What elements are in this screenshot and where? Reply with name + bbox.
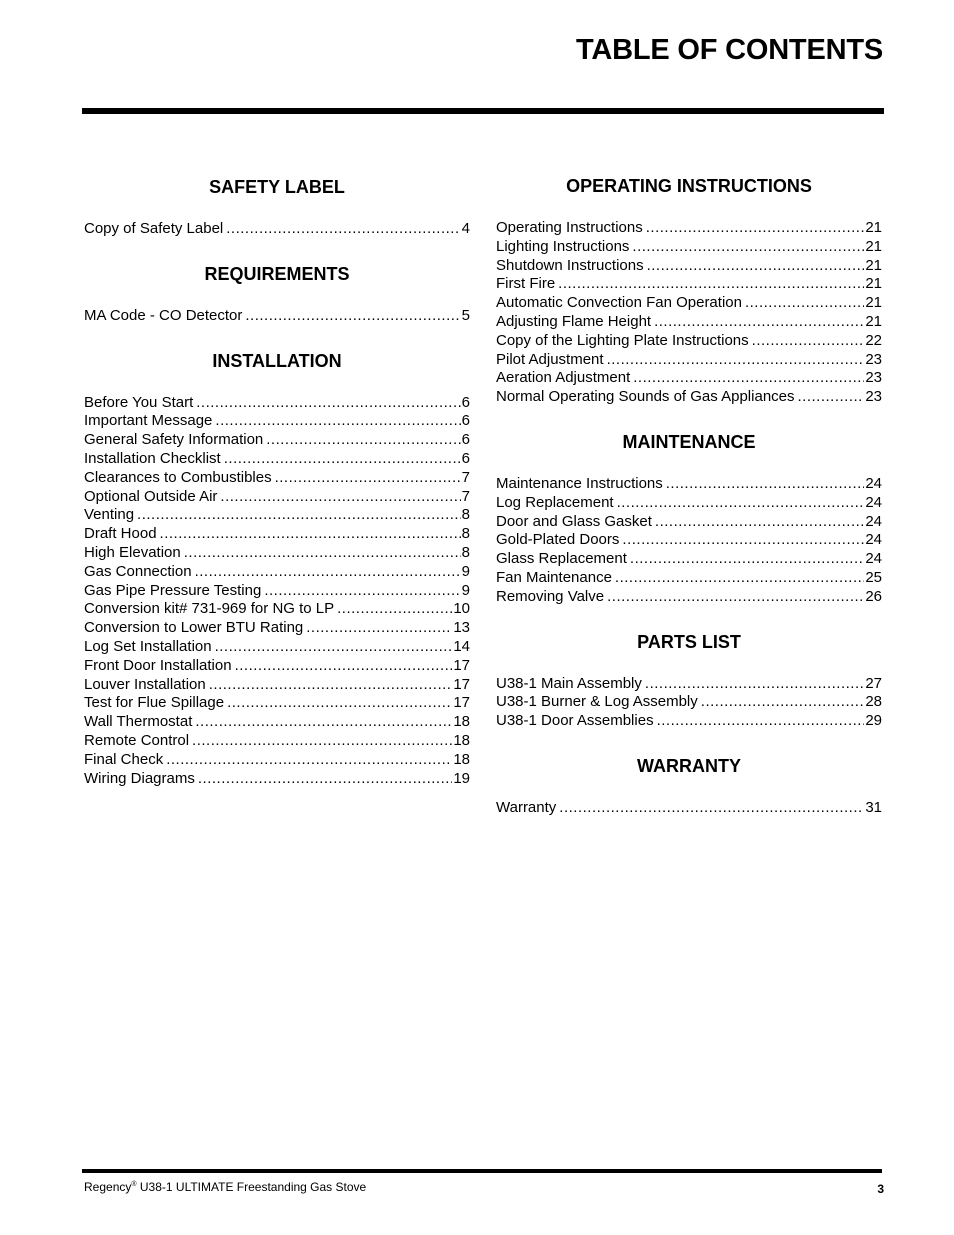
toc-entry-page: 6 (461, 393, 470, 411)
dot-leader (306, 619, 452, 638)
toc-entry[interactable] (496, 388, 882, 407)
toc-entry-title: Conversion kit# 731-969 for NG to LP (84, 600, 335, 618)
toc-entry-title: Important Message (84, 412, 213, 430)
toc-entry-title: Lighting Instructions (496, 237, 630, 255)
dot-leader (622, 531, 864, 550)
toc-entry[interactable] (84, 657, 470, 676)
toc-entry[interactable] (84, 307, 470, 326)
toc-entry-title: Fan Maintenance (496, 568, 612, 586)
toc-entry[interactable] (496, 712, 882, 731)
toc-entry-page: 19 (453, 769, 470, 787)
toc-entry[interactable] (496, 219, 882, 238)
toc-entry[interactable] (84, 488, 470, 507)
toc-entry[interactable] (84, 582, 470, 601)
toc-entry[interactable] (84, 770, 470, 789)
dot-leader (632, 238, 864, 257)
dot-leader (226, 220, 460, 239)
toc-entry[interactable] (496, 588, 882, 607)
toc-entry[interactable] (84, 638, 470, 657)
dot-leader (264, 582, 460, 601)
dot-leader (209, 676, 453, 695)
toc-entry[interactable] (84, 694, 470, 713)
dot-leader (645, 675, 864, 694)
toc-entry-title: First Fire (496, 275, 556, 293)
toc-entry-page: 17 (453, 675, 470, 693)
section-heading: PARTS LIST (637, 631, 741, 652)
toc-entry-page: 27 (865, 674, 882, 692)
dot-leader (630, 550, 864, 569)
toc-entry-page: 8 (461, 525, 470, 543)
footer-product: U38-1 ULTIMATE Freestanding Gas Stove (136, 1180, 367, 1194)
toc-entry[interactable] (496, 693, 882, 712)
toc-entry-title: Shutdown Instructions (496, 256, 644, 274)
toc-entry-page: 17 (453, 656, 470, 674)
toc-section-requirements (84, 257, 470, 326)
toc-entry-page: 6 (461, 431, 470, 449)
section-heading: INSTALLATION (212, 350, 342, 371)
dot-leader (666, 475, 865, 494)
toc-entry-title: Wall Thermostat (84, 713, 193, 731)
dot-leader (655, 513, 864, 532)
toc-entry-page: 9 (461, 581, 470, 599)
toc-entry[interactable] (84, 751, 470, 770)
toc-entry-page: 18 (453, 750, 470, 768)
toc-entry-page: 21 (865, 312, 882, 330)
footer-brand: Regency (84, 1180, 132, 1194)
toc-entry-page: 21 (865, 275, 882, 293)
toc-entry-page: 14 (453, 637, 470, 655)
toc-section-warranty (496, 749, 882, 818)
toc-entry-title: Removing Valve (496, 587, 605, 605)
dot-leader (195, 713, 452, 732)
toc-entry-title: Warranty (496, 798, 557, 816)
toc-entry-page: 7 (461, 487, 470, 505)
dot-leader (647, 257, 865, 276)
toc-entry[interactable] (496, 275, 882, 294)
toc-entry-title: Installation Checklist (84, 449, 221, 467)
toc-entry-page: 21 (865, 256, 882, 274)
toc-section-parts-list (496, 625, 882, 731)
toc-entry-page: 24 (865, 474, 882, 492)
dot-leader (275, 469, 461, 488)
toc-entry[interactable] (496, 475, 882, 494)
dot-leader (224, 450, 461, 469)
dot-leader (607, 351, 865, 370)
toc-entry-title: Wiring Diagrams (84, 769, 195, 787)
toc-entry-page: 5 (461, 306, 470, 324)
toc-entry-title: Log Set Installation (84, 637, 212, 655)
toc-entry-title: Adjusting Flame Height (496, 312, 652, 330)
dot-leader (137, 506, 461, 525)
top-divider (82, 108, 884, 114)
toc-section-maintenance (496, 425, 882, 607)
toc-entry-title: Gas Connection (84, 562, 192, 580)
dot-leader (192, 732, 452, 751)
toc-entry-title: Test for Flue Spillage (84, 694, 225, 712)
bottom-divider (82, 1169, 882, 1173)
toc-entry[interactable] (84, 469, 470, 488)
toc-entry-page: 7 (461, 468, 470, 486)
toc-entry-page: 23 (865, 388, 882, 406)
toc-entry-page: 4 (461, 220, 470, 237)
toc-entry[interactable] (84, 220, 470, 239)
toc-entry[interactable] (496, 238, 882, 257)
toc-entry-title: Copy of Safety Label (84, 220, 224, 237)
toc-entry[interactable] (84, 450, 470, 469)
toc-entry-page: 8 (461, 506, 470, 524)
toc-entry-title: Before You Start (84, 393, 194, 411)
dot-leader (215, 412, 460, 431)
toc-entry[interactable] (84, 431, 470, 450)
dot-leader (745, 294, 864, 313)
section-heading: MAINTENANCE (622, 431, 756, 452)
toc-entry-title: Remote Control (84, 731, 190, 749)
toc-entry[interactable] (496, 550, 882, 569)
section-heading: WARRANTY (637, 755, 741, 776)
toc-entry-title: Door and Glass Gasket (496, 512, 652, 530)
toc-entry-page: 6 (461, 449, 470, 467)
toc-entry-title: Gold-Plated Doors (496, 531, 620, 549)
toc-entry-title: Operating Instructions (496, 219, 643, 236)
dot-leader (227, 694, 452, 713)
toc-entry-title: Gas Pipe Pressure Testing (84, 581, 262, 599)
toc-entry[interactable] (84, 563, 470, 582)
dot-leader (633, 369, 864, 388)
toc-entry[interactable] (496, 494, 882, 513)
toc-entry-title: MA Code - CO Detector (84, 306, 243, 324)
toc-entry[interactable] (84, 525, 470, 544)
toc-entry-title: U38-1 Door Assemblies (496, 712, 654, 730)
dot-leader (615, 569, 864, 588)
toc-entry-page: 21 (865, 237, 882, 255)
toc-entry[interactable] (84, 732, 470, 751)
toc-entry[interactable] (496, 351, 882, 370)
toc-entry-page: 23 (865, 369, 882, 387)
toc-entry-list (496, 675, 882, 731)
toc-entry-page: 24 (865, 531, 882, 549)
toc-entry-title: Clearances to Combustibles (84, 468, 272, 486)
toc-entry-page: 22 (865, 331, 882, 349)
toc-entry-title: Log Replacement (496, 493, 614, 511)
toc-entry[interactable] (496, 257, 882, 276)
toc-entry-page: 24 (865, 550, 882, 568)
toc-section-operating-instructions (496, 169, 882, 407)
toc-entry-page: 29 (865, 712, 882, 730)
toc-section-safety-label (84, 170, 470, 239)
toc-entry[interactable] (496, 531, 882, 550)
dot-leader (559, 799, 864, 818)
dot-leader (166, 751, 452, 770)
dot-leader (184, 544, 461, 563)
toc-entry-page: 26 (865, 587, 882, 605)
toc-entry[interactable] (496, 799, 882, 818)
dot-leader (646, 219, 865, 238)
toc-entry-page: 18 (453, 731, 470, 749)
toc-entry[interactable] (496, 513, 882, 532)
dot-leader (558, 275, 864, 294)
toc-entry[interactable] (496, 294, 882, 313)
toc-entry-title: Front Door Installation (84, 656, 232, 674)
registered-mark: ® (131, 1181, 137, 1188)
toc-entry-list (496, 219, 882, 407)
toc-entry-title: Conversion to Lower BTU Rating (84, 619, 304, 637)
dot-leader (657, 712, 865, 731)
dot-leader (607, 588, 864, 607)
toc-entry[interactable] (496, 369, 882, 388)
section-heading: SAFETY LABEL (209, 177, 345, 197)
footer-product-line (84, 1180, 366, 1194)
dot-leader (215, 638, 453, 657)
page-number: 3 (877, 1182, 884, 1196)
toc-entry-list (496, 475, 882, 607)
toc-entry-title: Copy of the Lighting Plate Instructions (496, 331, 749, 349)
toc-entry-title: U38-1 Main Assembly (496, 674, 642, 692)
toc-entry-title: Glass Replacement (496, 550, 627, 568)
toc-entry-page: 8 (461, 543, 470, 561)
toc-entry-title: High Elevation (84, 543, 181, 561)
dot-leader (196, 394, 460, 413)
toc-entry[interactable] (496, 332, 882, 351)
toc-entry-title: Normal Operating Sounds of Gas Appliances (496, 388, 795, 406)
toc-entry-page: 17 (453, 694, 470, 712)
toc-entry-page: 18 (453, 713, 470, 731)
toc-entry-title: Venting (84, 506, 135, 524)
toc-entry-title: Aeration Adjustment (496, 369, 631, 387)
section-heading: OPERATING INSTRUCTIONS (566, 176, 812, 196)
toc-entry-page: 23 (865, 350, 882, 368)
dot-leader (220, 488, 460, 507)
toc-entry-page: 13 (453, 619, 470, 637)
toc-entry[interactable] (84, 544, 470, 563)
toc-entry-title: Pilot Adjustment (496, 350, 604, 368)
toc-entry[interactable] (496, 569, 882, 588)
toc-entry[interactable] (84, 600, 470, 619)
dot-leader (195, 563, 461, 582)
toc-entry[interactable] (496, 675, 882, 694)
toc-entry[interactable] (84, 394, 470, 413)
section-heading: REQUIREMENTS (204, 263, 350, 284)
toc-entry-title: Louver Installation (84, 675, 206, 693)
toc-entry-list (84, 307, 470, 326)
toc-entry-page: 10 (453, 600, 470, 618)
toc-entry[interactable] (84, 412, 470, 431)
toc-entry[interactable] (84, 713, 470, 732)
dot-leader (160, 525, 461, 544)
dot-leader (337, 600, 452, 619)
toc-entry-page: 24 (865, 512, 882, 530)
toc-right-column (496, 169, 882, 836)
page-title: TABLE OF CONTENTS (576, 34, 883, 66)
dot-leader (798, 388, 865, 407)
dot-leader (235, 657, 453, 676)
toc-entry-title: Final Check (84, 750, 164, 768)
toc-entry-page: 9 (461, 562, 470, 580)
dot-leader (245, 307, 460, 326)
toc-entry-page: 28 (865, 693, 882, 711)
toc-entry-list (496, 799, 882, 818)
toc-entry-title: General Safety Information (84, 431, 264, 449)
toc-left-column (84, 170, 470, 806)
toc-entry-list (84, 394, 470, 789)
toc-entry[interactable] (84, 619, 470, 638)
toc-entry-list (84, 220, 470, 239)
toc-entry-title: Optional Outside Air (84, 487, 218, 505)
toc-entry-page: 21 (865, 219, 882, 236)
toc-entry-title: Maintenance Instructions (496, 474, 663, 492)
toc-entry[interactable] (84, 506, 470, 525)
dot-leader (198, 770, 452, 789)
dot-leader (654, 313, 864, 332)
toc-entry-page: 24 (865, 493, 882, 511)
toc-entry[interactable] (496, 313, 882, 332)
toc-entry-page: 21 (865, 294, 882, 312)
toc-entry-title: Automatic Convection Fan Operation (496, 294, 742, 312)
dot-leader (266, 431, 460, 450)
toc-entry-title: Draft Hood (84, 525, 157, 543)
toc-entry-title: U38-1 Burner & Log Assembly (496, 693, 698, 711)
dot-leader (752, 332, 865, 351)
toc-entry-page: 6 (461, 412, 470, 430)
toc-entry-page: 25 (865, 568, 882, 586)
toc-entry-page: 31 (865, 798, 882, 816)
dot-leader (617, 494, 865, 513)
toc-entry[interactable] (84, 676, 470, 695)
toc-section-installation (84, 344, 470, 789)
dot-leader (701, 693, 865, 712)
